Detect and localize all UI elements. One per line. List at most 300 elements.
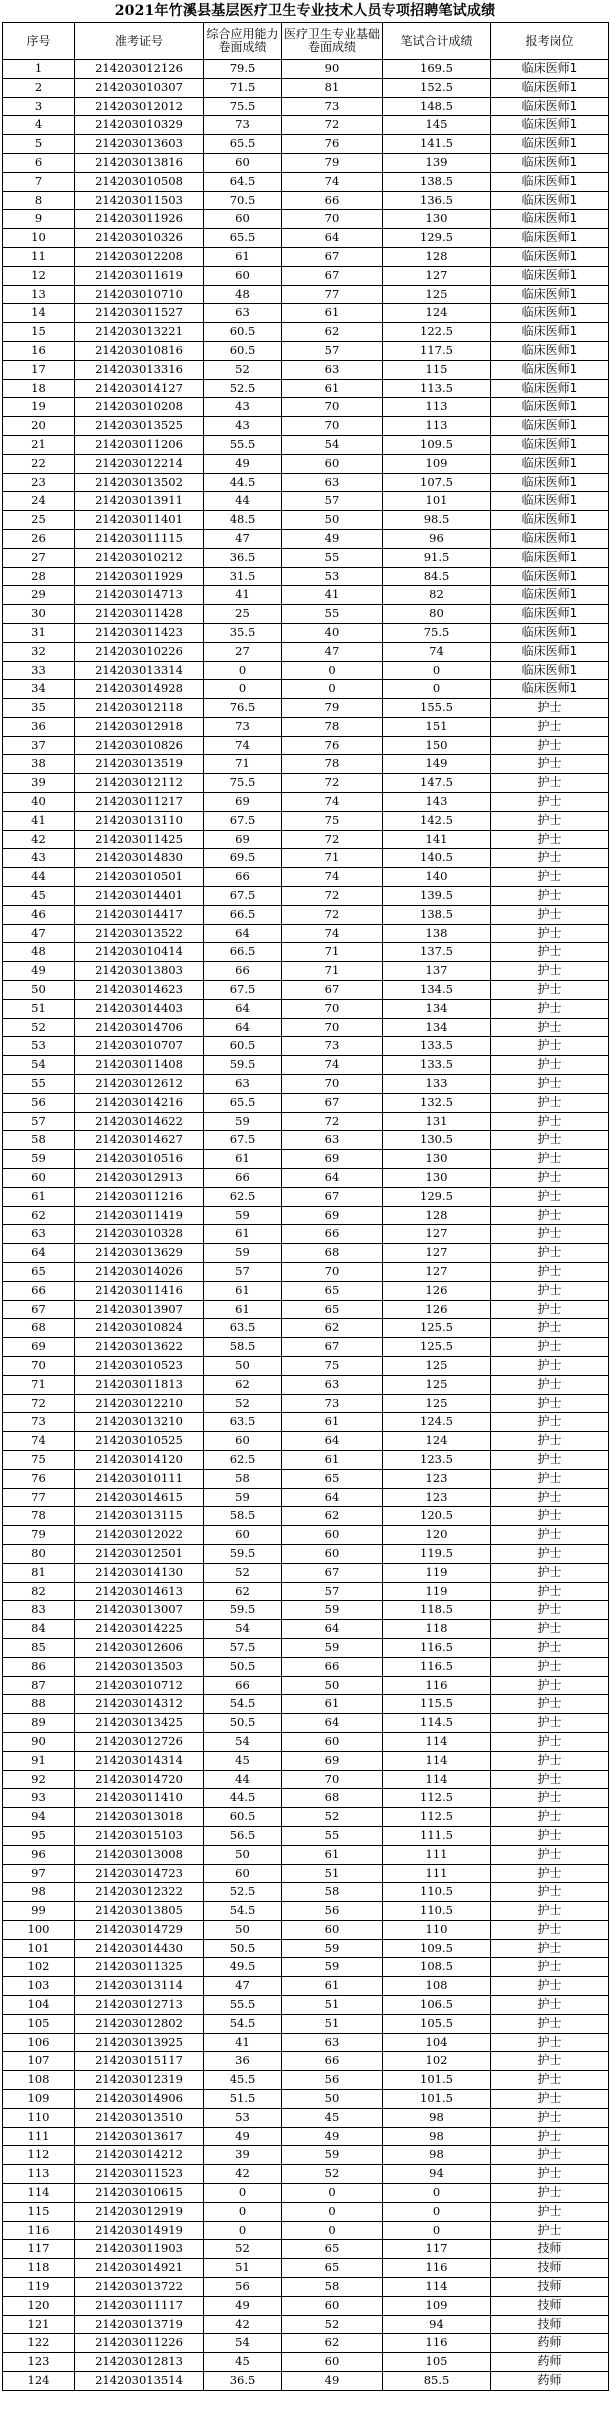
table-row bbox=[3, 1695, 609, 1714]
row-general-score: 69 bbox=[204, 793, 282, 812]
row-medical-score: 56 bbox=[282, 1902, 383, 1921]
row-exam-id: 214203013803 bbox=[75, 962, 204, 981]
row-index: 85 bbox=[3, 1638, 75, 1657]
row-index: 107 bbox=[3, 2052, 75, 2071]
row-position: 护士 bbox=[491, 1413, 609, 1432]
table-row bbox=[3, 1356, 609, 1375]
row-general-score: 0 bbox=[204, 2221, 282, 2240]
row-exam-id: 214203013114 bbox=[75, 1977, 204, 1996]
table-row bbox=[3, 2090, 609, 2109]
table-row bbox=[3, 1263, 609, 1282]
row-general-score: 70.5 bbox=[204, 191, 282, 210]
row-general-score: 45 bbox=[204, 1751, 282, 1770]
row-exam-id: 214203013514 bbox=[75, 2372, 204, 2391]
row-exam-id: 214203014706 bbox=[75, 1018, 204, 1037]
row-exam-id: 214203010501 bbox=[75, 868, 204, 887]
row-index: 100 bbox=[3, 1920, 75, 1939]
row-total-score: 105 bbox=[383, 2353, 491, 2372]
table-row bbox=[3, 774, 609, 793]
row-medical-score: 62 bbox=[282, 2334, 383, 2353]
row-position: 护士 bbox=[491, 2052, 609, 2071]
row-medical-score: 81 bbox=[282, 78, 383, 97]
row-medical-score: 67 bbox=[282, 1187, 383, 1206]
table-row bbox=[3, 360, 609, 379]
row-medical-score: 66 bbox=[282, 2052, 383, 2071]
table-row bbox=[3, 1206, 609, 1225]
row-position: 临床医师1 bbox=[491, 435, 609, 454]
row-exam-id: 214203013816 bbox=[75, 153, 204, 172]
row-exam-id: 214203013519 bbox=[75, 755, 204, 774]
row-exam-id: 214203011527 bbox=[75, 304, 204, 323]
row-total-score: 0 bbox=[383, 2221, 491, 2240]
row-general-score: 62.5 bbox=[204, 1450, 282, 1469]
row-medical-score: 67 bbox=[282, 1093, 383, 1112]
row-exam-id: 214203013115 bbox=[75, 1507, 204, 1526]
row-exam-id: 214203014212 bbox=[75, 2146, 204, 2165]
row-position: 技师 bbox=[491, 2296, 609, 2315]
row-exam-id: 214203014921 bbox=[75, 2259, 204, 2278]
row-medical-score: 75 bbox=[282, 811, 383, 830]
row-position: 药师 bbox=[491, 2353, 609, 2372]
table-row bbox=[3, 2353, 609, 2372]
row-general-score: 44 bbox=[204, 1770, 282, 1789]
row-total-score: 110.5 bbox=[383, 1902, 491, 1921]
row-medical-score: 51 bbox=[282, 1996, 383, 2015]
table-row bbox=[3, 2221, 609, 2240]
row-position: 护士 bbox=[491, 1695, 609, 1714]
row-total-score: 111 bbox=[383, 1845, 491, 1864]
row-position: 护士 bbox=[491, 1263, 609, 1282]
row-index: 94 bbox=[3, 1808, 75, 1827]
row-general-score: 43 bbox=[204, 398, 282, 417]
row-exam-id: 214203010307 bbox=[75, 78, 204, 97]
row-position: 护士 bbox=[491, 2014, 609, 2033]
row-total-score: 127 bbox=[383, 1244, 491, 1263]
row-general-score: 73 bbox=[204, 717, 282, 736]
row-medical-score: 63 bbox=[282, 1131, 383, 1150]
row-general-score: 59 bbox=[204, 1112, 282, 1131]
table-row bbox=[3, 1225, 609, 1244]
row-index: 109 bbox=[3, 2090, 75, 2109]
row-index: 98 bbox=[3, 1883, 75, 1902]
row-general-score: 60 bbox=[204, 210, 282, 229]
table-row bbox=[3, 1883, 609, 1902]
row-position: 护士 bbox=[491, 1714, 609, 1733]
row-total-score: 112.5 bbox=[383, 1789, 491, 1808]
row-total-score: 138.5 bbox=[383, 905, 491, 924]
row-position: 护士 bbox=[491, 1507, 609, 1526]
row-exam-id: 214203013502 bbox=[75, 473, 204, 492]
row-total-score: 110 bbox=[383, 1920, 491, 1939]
table-row bbox=[3, 868, 609, 887]
row-general-score: 27 bbox=[204, 642, 282, 661]
row-index: 104 bbox=[3, 1996, 75, 2015]
table-row bbox=[3, 1544, 609, 1563]
header-position: 报考岗位 bbox=[491, 23, 609, 60]
row-medical-score: 76 bbox=[282, 736, 383, 755]
row-general-score: 44.5 bbox=[204, 473, 282, 492]
row-position: 护士 bbox=[491, 2127, 609, 2146]
table-row bbox=[3, 492, 609, 511]
table-row bbox=[3, 1977, 609, 1996]
row-medical-score: 67 bbox=[282, 981, 383, 1000]
row-position: 护士 bbox=[491, 1808, 609, 1827]
row-medical-score: 90 bbox=[282, 60, 383, 79]
row-general-score: 63 bbox=[204, 304, 282, 323]
row-position: 护士 bbox=[491, 1469, 609, 1488]
row-exam-id: 214203014623 bbox=[75, 981, 204, 1000]
row-general-score: 51.5 bbox=[204, 2090, 282, 2109]
row-exam-id: 214203014026 bbox=[75, 1263, 204, 1282]
table-row bbox=[3, 304, 609, 323]
row-exam-id: 214203013007 bbox=[75, 1601, 204, 1620]
row-general-score: 60 bbox=[204, 1432, 282, 1451]
row-position: 临床医师1 bbox=[491, 247, 609, 266]
row-exam-id: 214203010523 bbox=[75, 1356, 204, 1375]
row-general-score: 60 bbox=[204, 266, 282, 285]
row-general-score: 61 bbox=[204, 1281, 282, 1300]
row-general-score: 39 bbox=[204, 2146, 282, 2165]
row-general-score: 64 bbox=[204, 924, 282, 943]
row-medical-score: 64 bbox=[282, 1432, 383, 1451]
table-row bbox=[3, 454, 609, 473]
row-medical-score: 0 bbox=[282, 661, 383, 680]
row-exam-id: 214203013722 bbox=[75, 2278, 204, 2297]
row-position: 护士 bbox=[491, 999, 609, 1018]
table-row bbox=[3, 2127, 609, 2146]
row-exam-id: 214203010326 bbox=[75, 229, 204, 248]
row-total-score: 125 bbox=[383, 285, 491, 304]
row-exam-id: 214203014723 bbox=[75, 1864, 204, 1883]
row-exam-id: 214203011619 bbox=[75, 266, 204, 285]
row-total-score: 102 bbox=[383, 2052, 491, 2071]
row-exam-id: 214203011903 bbox=[75, 2240, 204, 2259]
row-exam-id: 214203014615 bbox=[75, 1488, 204, 1507]
row-general-score: 44 bbox=[204, 492, 282, 511]
table-row bbox=[3, 962, 609, 981]
row-position: 临床医师1 bbox=[491, 78, 609, 97]
row-general-score: 50 bbox=[204, 1920, 282, 1939]
row-index: 17 bbox=[3, 360, 75, 379]
row-general-score: 58.5 bbox=[204, 1507, 282, 1526]
row-exam-id: 214203012319 bbox=[75, 2071, 204, 2090]
table-row bbox=[3, 2033, 609, 2052]
row-general-score: 52.5 bbox=[204, 1883, 282, 1902]
table-row bbox=[3, 1450, 609, 1469]
row-exam-id: 214203012214 bbox=[75, 454, 204, 473]
row-index: 63 bbox=[3, 1225, 75, 1244]
row-position: 护士 bbox=[491, 830, 609, 849]
table-row bbox=[3, 1413, 609, 1432]
table-row bbox=[3, 2259, 609, 2278]
row-total-score: 116 bbox=[383, 1676, 491, 1695]
row-medical-score: 60 bbox=[282, 1544, 383, 1563]
row-exam-id: 214203011408 bbox=[75, 1056, 204, 1075]
row-medical-score: 50 bbox=[282, 511, 383, 530]
row-medical-score: 57 bbox=[282, 492, 383, 511]
row-general-score: 60.5 bbox=[204, 323, 282, 342]
row-general-score: 44.5 bbox=[204, 1789, 282, 1808]
row-medical-score: 59 bbox=[282, 1638, 383, 1657]
row-total-score: 124.5 bbox=[383, 1413, 491, 1432]
row-total-score: 139.5 bbox=[383, 887, 491, 906]
row-general-score: 47 bbox=[204, 529, 282, 548]
row-total-score: 137.5 bbox=[383, 943, 491, 962]
row-position: 临床医师1 bbox=[491, 210, 609, 229]
table-row bbox=[3, 1770, 609, 1789]
row-position: 护士 bbox=[491, 1450, 609, 1469]
row-medical-score: 49 bbox=[282, 529, 383, 548]
table-row bbox=[3, 1469, 609, 1488]
row-total-score: 128 bbox=[383, 1206, 491, 1225]
row-total-score: 130 bbox=[383, 1169, 491, 1188]
row-exam-id: 214203012022 bbox=[75, 1526, 204, 1545]
row-position: 护士 bbox=[491, 811, 609, 830]
row-general-score: 67.5 bbox=[204, 887, 282, 906]
row-medical-score: 63 bbox=[282, 360, 383, 379]
row-position: 临床医师1 bbox=[491, 266, 609, 285]
row-exam-id: 214203014120 bbox=[75, 1450, 204, 1469]
header-medical-score: 医疗卫生专业基础卷面成绩 bbox=[282, 23, 383, 60]
row-index: 117 bbox=[3, 2240, 75, 2259]
row-exam-id: 214203011813 bbox=[75, 1375, 204, 1394]
row-medical-score: 61 bbox=[282, 1977, 383, 1996]
row-position: 临床医师1 bbox=[491, 567, 609, 586]
row-total-score: 101.5 bbox=[383, 2071, 491, 2090]
row-total-score: 114 bbox=[383, 1732, 491, 1751]
row-total-score: 96 bbox=[383, 529, 491, 548]
row-general-score: 62 bbox=[204, 1582, 282, 1601]
row-position: 临床医师1 bbox=[491, 60, 609, 79]
row-general-score: 54 bbox=[204, 1732, 282, 1751]
row-general-score: 60 bbox=[204, 1526, 282, 1545]
row-medical-score: 78 bbox=[282, 717, 383, 736]
row-index: 28 bbox=[3, 567, 75, 586]
row-position: 护士 bbox=[491, 1676, 609, 1695]
row-total-score: 131 bbox=[383, 1112, 491, 1131]
table-row bbox=[3, 1018, 609, 1037]
row-index: 40 bbox=[3, 793, 75, 812]
row-exam-id: 214203013925 bbox=[75, 2033, 204, 2052]
row-index: 86 bbox=[3, 1657, 75, 1676]
row-exam-id: 214203010212 bbox=[75, 548, 204, 567]
row-index: 18 bbox=[3, 379, 75, 398]
row-exam-id: 214203011325 bbox=[75, 1958, 204, 1977]
row-index: 13 bbox=[3, 285, 75, 304]
row-medical-score: 67 bbox=[282, 1338, 383, 1357]
row-total-score: 138.5 bbox=[383, 172, 491, 191]
row-exam-id: 214203010712 bbox=[75, 1676, 204, 1695]
table-row bbox=[3, 1714, 609, 1733]
row-total-score: 114 bbox=[383, 1751, 491, 1770]
row-exam-id: 214203014312 bbox=[75, 1695, 204, 1714]
row-general-score: 41 bbox=[204, 2033, 282, 2052]
table-row bbox=[3, 1037, 609, 1056]
table-row bbox=[3, 1187, 609, 1206]
row-index: 10 bbox=[3, 229, 75, 248]
row-position: 护士 bbox=[491, 868, 609, 887]
row-position: 护士 bbox=[491, 2090, 609, 2109]
row-position: 护士 bbox=[491, 1883, 609, 1902]
row-index: 60 bbox=[3, 1169, 75, 1188]
row-index: 93 bbox=[3, 1789, 75, 1808]
row-medical-score: 65 bbox=[282, 1281, 383, 1300]
row-exam-id: 214203014830 bbox=[75, 849, 204, 868]
row-exam-id: 214203012606 bbox=[75, 1638, 204, 1657]
row-index: 56 bbox=[3, 1093, 75, 1112]
row-medical-score: 41 bbox=[282, 586, 383, 605]
row-index: 1 bbox=[3, 60, 75, 79]
row-exam-id: 214203014928 bbox=[75, 680, 204, 699]
row-exam-id: 214203012210 bbox=[75, 1394, 204, 1413]
row-index: 69 bbox=[3, 1338, 75, 1357]
row-general-score: 0 bbox=[204, 661, 282, 680]
row-position: 临床医师1 bbox=[491, 323, 609, 342]
row-total-score: 133.5 bbox=[383, 1037, 491, 1056]
row-general-score: 54.5 bbox=[204, 2014, 282, 2033]
row-medical-score: 60 bbox=[282, 2296, 383, 2315]
row-index: 112 bbox=[3, 2146, 75, 2165]
row-index: 57 bbox=[3, 1112, 75, 1131]
row-total-score: 104 bbox=[383, 2033, 491, 2052]
row-general-score: 60.5 bbox=[204, 341, 282, 360]
row-medical-score: 70 bbox=[282, 1075, 383, 1094]
row-general-score: 65.5 bbox=[204, 229, 282, 248]
row-index: 14 bbox=[3, 304, 75, 323]
row-general-score: 74 bbox=[204, 736, 282, 755]
row-medical-score: 74 bbox=[282, 924, 383, 943]
row-position: 护士 bbox=[491, 1056, 609, 1075]
row-position: 护士 bbox=[491, 1582, 609, 1601]
row-index: 55 bbox=[3, 1075, 75, 1094]
row-index: 105 bbox=[3, 2014, 75, 2033]
row-exam-id: 214203015117 bbox=[75, 2052, 204, 2071]
row-index: 52 bbox=[3, 1018, 75, 1037]
table-row bbox=[3, 1826, 609, 1845]
row-general-score: 56.5 bbox=[204, 1826, 282, 1845]
table-row bbox=[3, 417, 609, 436]
row-index: 77 bbox=[3, 1488, 75, 1507]
row-general-score: 42 bbox=[204, 2315, 282, 2334]
row-position: 护士 bbox=[491, 1845, 609, 1864]
row-general-score: 57 bbox=[204, 1263, 282, 1282]
header-exam-id: 准考证号 bbox=[75, 23, 204, 60]
row-general-score: 59.5 bbox=[204, 1601, 282, 1620]
row-exam-id: 214203010414 bbox=[75, 943, 204, 962]
table-row bbox=[3, 1996, 609, 2015]
row-general-score: 66.5 bbox=[204, 943, 282, 962]
row-position: 护士 bbox=[491, 962, 609, 981]
row-total-score: 128 bbox=[383, 247, 491, 266]
row-general-score: 52.5 bbox=[204, 379, 282, 398]
row-total-score: 114 bbox=[383, 1770, 491, 1789]
row-exam-id: 214203014713 bbox=[75, 586, 204, 605]
row-total-score: 0 bbox=[383, 680, 491, 699]
table-row bbox=[3, 1845, 609, 1864]
row-position: 护士 bbox=[491, 887, 609, 906]
header-general-score: 综合应用能力卷面成绩 bbox=[204, 23, 282, 60]
row-general-score: 54 bbox=[204, 2334, 282, 2353]
row-general-score: 71 bbox=[204, 755, 282, 774]
row-position: 临床医师1 bbox=[491, 529, 609, 548]
row-index: 16 bbox=[3, 341, 75, 360]
row-general-score: 45 bbox=[204, 2353, 282, 2372]
table-row bbox=[3, 1902, 609, 1921]
row-position: 技师 bbox=[491, 2315, 609, 2334]
row-index: 12 bbox=[3, 266, 75, 285]
row-total-score: 125.5 bbox=[383, 1319, 491, 1338]
table-row bbox=[3, 135, 609, 154]
row-exam-id: 214203013805 bbox=[75, 1902, 204, 1921]
row-total-score: 140.5 bbox=[383, 849, 491, 868]
row-general-score: 64 bbox=[204, 1018, 282, 1037]
row-general-score: 42 bbox=[204, 2165, 282, 2184]
row-index: 92 bbox=[3, 1770, 75, 1789]
row-total-score: 139 bbox=[383, 153, 491, 172]
row-exam-id: 214203013110 bbox=[75, 811, 204, 830]
row-position: 技师 bbox=[491, 2240, 609, 2259]
table-row bbox=[3, 78, 609, 97]
row-index: 33 bbox=[3, 661, 75, 680]
table-row bbox=[3, 887, 609, 906]
row-medical-score: 67 bbox=[282, 247, 383, 266]
row-general-score: 79.5 bbox=[204, 60, 282, 79]
row-index: 123 bbox=[3, 2353, 75, 2372]
row-index: 67 bbox=[3, 1300, 75, 1319]
row-position: 护士 bbox=[491, 2202, 609, 2221]
row-position: 护士 bbox=[491, 1864, 609, 1883]
row-total-score: 108 bbox=[383, 1977, 491, 1996]
row-exam-id: 214203010111 bbox=[75, 1469, 204, 1488]
row-index: 34 bbox=[3, 680, 75, 699]
row-medical-score: 68 bbox=[282, 1789, 383, 1808]
row-total-score: 122.5 bbox=[383, 323, 491, 342]
row-index: 74 bbox=[3, 1432, 75, 1451]
row-position: 护士 bbox=[491, 1544, 609, 1563]
row-general-score: 64 bbox=[204, 999, 282, 1018]
table-row bbox=[3, 755, 609, 774]
row-total-score: 113 bbox=[383, 417, 491, 436]
row-exam-id: 214203014613 bbox=[75, 1582, 204, 1601]
row-exam-id: 214203012612 bbox=[75, 1075, 204, 1094]
row-exam-id: 214203013018 bbox=[75, 1808, 204, 1827]
row-total-score: 124 bbox=[383, 1432, 491, 1451]
row-general-score: 59.5 bbox=[204, 1056, 282, 1075]
row-medical-score: 74 bbox=[282, 172, 383, 191]
row-total-score: 91.5 bbox=[383, 548, 491, 567]
row-general-score: 65.5 bbox=[204, 1093, 282, 1112]
row-exam-id: 214203011929 bbox=[75, 567, 204, 586]
row-total-score: 134 bbox=[383, 999, 491, 1018]
row-exam-id: 214203011523 bbox=[75, 2165, 204, 2184]
row-medical-score: 65 bbox=[282, 2259, 383, 2278]
row-position: 护士 bbox=[491, 1751, 609, 1770]
row-index: 23 bbox=[3, 473, 75, 492]
row-index: 21 bbox=[3, 435, 75, 454]
row-index: 70 bbox=[3, 1356, 75, 1375]
row-general-score: 66 bbox=[204, 1676, 282, 1695]
row-position: 药师 bbox=[491, 2334, 609, 2353]
row-medical-score: 49 bbox=[282, 2127, 383, 2146]
row-position: 临床医师1 bbox=[491, 511, 609, 530]
row-general-score: 65.5 bbox=[204, 135, 282, 154]
row-medical-score: 72 bbox=[282, 1112, 383, 1131]
table-row bbox=[3, 1150, 609, 1169]
row-general-score: 0 bbox=[204, 680, 282, 699]
row-general-score: 31.5 bbox=[204, 567, 282, 586]
row-exam-id: 214203013316 bbox=[75, 360, 204, 379]
row-position: 护士 bbox=[491, 1375, 609, 1394]
